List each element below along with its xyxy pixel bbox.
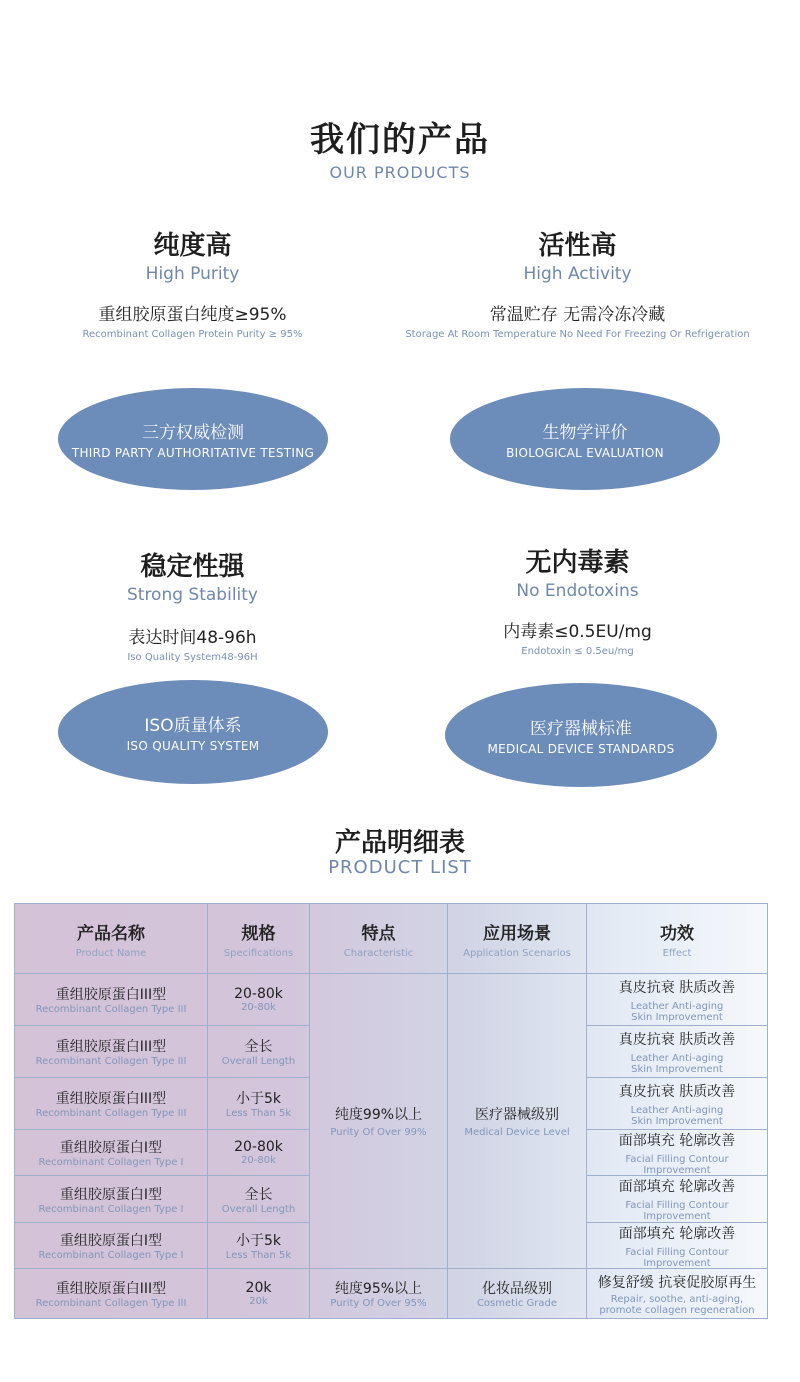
cell-cn: 20-80k	[234, 986, 283, 1002]
cell-en: Facial Filling Contour	[625, 1200, 729, 1211]
table-row-spec	[208, 1026, 310, 1078]
header-application-scenarios	[448, 904, 587, 974]
badge-medical-device	[445, 683, 717, 787]
badge-cn: 生物学评价	[542, 423, 628, 443]
cell-en: Leather Anti-aging	[630, 1052, 724, 1064]
feature-desc: 常温贮存 无需冷冻冷藏	[489, 305, 666, 325]
cell-en: Recombinant Collagen Type III	[35, 1298, 187, 1309]
feature-desc-en: Iso Quality System48-96H	[127, 652, 258, 663]
cell-en: Recombinant Collagen Type I	[38, 1250, 184, 1261]
characteristic-group-2	[310, 1269, 448, 1318]
cell-cn: 重组胶原蛋白III型	[55, 1091, 167, 1107]
cell-en: Improvement	[643, 1211, 711, 1222]
cell-cn: 全长	[244, 1186, 273, 1203]
cell-en: Facial Filling Contour	[625, 1153, 729, 1165]
table-row-name	[15, 1269, 208, 1318]
feature-title: 活性高	[538, 231, 617, 261]
product-list-subtitle: PRODUCT LIST	[328, 857, 472, 878]
header-en: Specifications	[223, 947, 294, 959]
cell-en: Recombinant Collagen Type III	[35, 1056, 187, 1067]
cell-cn: 面部填充 轮廓改善	[618, 1225, 736, 1242]
cell-en: Improvement	[643, 1164, 711, 1176]
badge-cn: 三方权威检测	[142, 423, 244, 443]
cell-en: Leather Anti-aging	[630, 1000, 724, 1012]
header-characteristic	[310, 904, 448, 974]
characteristic-group-1	[310, 974, 448, 1269]
header-product-name	[15, 904, 208, 974]
cell-en: Purity Of Over 99%	[330, 1127, 427, 1138]
header-effect	[587, 904, 767, 974]
cell-en: Facial Filling Contour	[625, 1246, 729, 1258]
table-row-effect	[587, 1078, 767, 1130]
table-row-spec	[208, 1130, 310, 1176]
feature-desc: 重组胶原蛋白纯度≥95%	[98, 305, 287, 325]
feature-subtitle: High Activity	[523, 264, 632, 284]
cell-cn: 面部填充 轮廓改善	[618, 1179, 736, 1195]
table-row-effect	[587, 1223, 767, 1269]
feature-high-purity	[35, 225, 350, 340]
feature-subtitle: Strong Stability	[126, 585, 258, 605]
cell-en: 20-80k	[241, 1155, 276, 1166]
table-row-name	[15, 1223, 208, 1269]
table-row-name	[15, 1078, 208, 1130]
header-cn: 规格	[241, 923, 276, 944]
cell-cn: 面部填充 轮廓改善	[618, 1132, 736, 1149]
table-row-spec	[208, 1223, 310, 1269]
cell-en: Overall Length	[221, 1203, 296, 1215]
cell-cn: 纯度95%以上	[334, 1281, 423, 1297]
page-subtitle: OUR PRODUCTS	[329, 163, 471, 182]
cell-en: promote collagen regeneration	[599, 1304, 755, 1316]
cell-cn: 20-80k	[234, 1139, 283, 1155]
cell-cn: 真皮抗衰 肤质改善	[618, 979, 736, 996]
table-row-spec	[208, 1176, 310, 1223]
header-cn: 应用场景	[483, 923, 551, 944]
feature-high-activity	[390, 225, 765, 340]
cell-cn: 真皮抗衰 肤质改善	[618, 1031, 736, 1048]
cell-en: Purity Of Over 95%	[330, 1298, 427, 1309]
cell-en: Recombinant Collagen Type I	[38, 1157, 184, 1168]
cell-en: 20k	[249, 1296, 268, 1307]
header-cn: 特点	[361, 923, 396, 944]
feature-title: 纯度高	[153, 231, 232, 261]
header-cn: 产品名称	[77, 923, 145, 944]
header-en: Product Name	[75, 947, 147, 959]
feature-strong-stability	[35, 546, 350, 663]
cell-en: Improvement	[643, 1257, 711, 1269]
cell-cn: 重组胶原蛋白III型	[55, 1039, 167, 1055]
feature-subtitle: High Purity	[145, 264, 240, 284]
table-row-name	[15, 1176, 208, 1223]
cell-cn: 全长	[244, 1039, 273, 1055]
table-row-effect	[587, 1130, 767, 1176]
feature-title: 无内毒素	[525, 548, 630, 578]
badge-cn: ISO质量体系	[144, 716, 242, 736]
badge-cn: 医疗器械标准	[530, 719, 632, 739]
cell-en: Skin Improvement	[631, 1011, 723, 1023]
badge-iso-quality	[58, 680, 328, 784]
badge-en: THIRD PARTY AUTHORITATIVE TESTING	[71, 446, 315, 460]
cell-cn: 重组胶原蛋白III型	[55, 1281, 167, 1297]
table-row-effect	[587, 1176, 767, 1223]
product-list-title: 产品明细表	[334, 828, 465, 858]
cell-en: Overall Length	[221, 1056, 296, 1067]
cell-cn: 医疗器械级别	[475, 1107, 559, 1123]
feature-title: 稳定性强	[140, 552, 245, 582]
header-en: Effect	[662, 947, 692, 959]
feature-subtitle: No Endotoxins	[516, 581, 639, 601]
badge-third-party-testing	[58, 388, 328, 490]
table-row-spec	[208, 1078, 310, 1130]
table-row-name	[15, 1130, 208, 1176]
badge-en: MEDICAL DEVICE STANDARDS	[487, 742, 675, 756]
cell-en: Less Than 5k	[225, 1108, 292, 1119]
feature-desc: 内毒素≤0.5EU/mg	[503, 622, 652, 642]
cell-en: Recombinant Collagen Type I	[38, 1203, 184, 1215]
badge-biological-evaluation	[450, 388, 720, 490]
table-row-spec	[208, 1269, 310, 1318]
header-en: Application Scenarios	[463, 947, 571, 959]
cell-cn: 真皮抗衰 肤质改善	[618, 1083, 736, 1100]
cell-cn: 小于5k	[235, 1233, 281, 1249]
table-row-effect	[587, 1026, 767, 1078]
feature-desc-en: Recombinant Collagen Protein Purity ≥ 95%	[82, 329, 303, 340]
cell-en: Skin Improvement	[631, 1115, 723, 1127]
page-title: 我们的产品	[310, 120, 490, 160]
cell-en: Medical Device Level	[464, 1127, 570, 1138]
cell-cn: 化妆品级别	[482, 1281, 552, 1297]
cell-en: Recombinant Collagen Type III	[35, 1108, 187, 1119]
table-row-effect	[587, 974, 767, 1026]
table-row-name	[15, 1026, 208, 1078]
cell-en: Recombinant Collagen Type III	[35, 1004, 187, 1015]
cell-en: Cosmetic Grade	[476, 1298, 558, 1309]
feature-desc-en: Endotoxin ≤ 0.5eu/mg	[521, 646, 634, 657]
cell-cn: 重组胶原蛋白III型	[55, 987, 167, 1003]
feature-desc-en: Storage At Room Temperature No Need For Freezing Or Refrigeration	[405, 329, 750, 340]
badge-en: ISO QUALITY SYSTEM	[126, 739, 260, 753]
header-specifications	[208, 904, 310, 974]
header-en: Characteristic	[343, 947, 414, 959]
badge-en: BIOLOGICAL EVALUATION	[506, 446, 664, 460]
table-row-name	[15, 974, 208, 1026]
cell-cn: 修复舒缓 抗衰促胶原再生	[597, 1274, 757, 1291]
scenario-group-2	[448, 1269, 587, 1318]
cell-en: Repair, soothe, anti-aging,	[610, 1293, 744, 1305]
cell-cn: 重组胶原蛋白I型	[59, 1140, 163, 1156]
cell-cn: 重组胶原蛋白I型	[59, 1233, 163, 1249]
cell-en: Less Than 5k	[225, 1250, 292, 1261]
feature-no-endotoxins	[400, 542, 755, 657]
product-table	[14, 903, 768, 1319]
cell-cn: 小于5k	[235, 1091, 281, 1107]
scenario-group-1	[448, 974, 587, 1269]
cell-en: Skin Improvement	[631, 1063, 723, 1075]
cell-cn: 重组胶原蛋白I型	[59, 1186, 163, 1203]
header-cn: 功效	[660, 923, 694, 944]
feature-desc: 表达时间48-96h	[128, 628, 257, 648]
table-row-effect	[587, 1269, 767, 1318]
cell-en: Leather Anti-aging	[630, 1104, 724, 1116]
cell-cn: 纯度99%以上	[334, 1107, 423, 1123]
table-row-spec	[208, 974, 310, 1026]
cell-en: 20-80k	[241, 1002, 276, 1013]
cell-cn: 20k	[245, 1280, 272, 1296]
